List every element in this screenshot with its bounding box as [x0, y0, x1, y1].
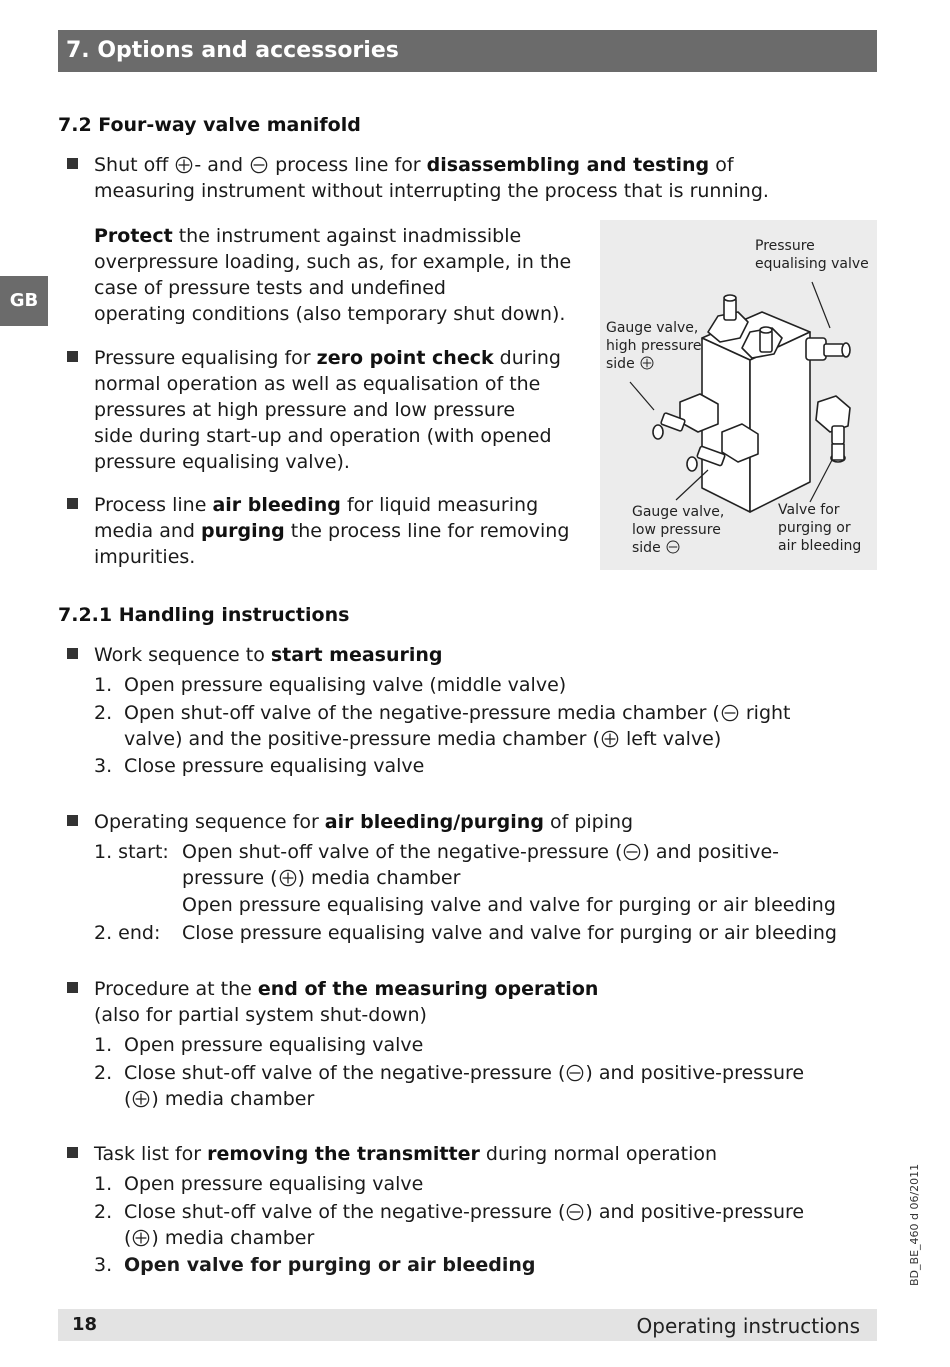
plus-circle-icon	[175, 156, 193, 174]
purging-heading: Operating sequence for air bleeding/purging of piping	[94, 811, 634, 833]
step-text: Close shut-off valve of the negative-pressure ( ) and positive-pressure ( ) media chamber	[124, 1201, 805, 1249]
step-number: 3.	[94, 755, 113, 777]
step-number: 2. end:	[94, 922, 161, 944]
minus-circle-icon	[623, 843, 641, 861]
bullet-icon	[67, 982, 78, 993]
label-gauge-valve-low: Gauge valve, low pressure side	[632, 504, 725, 556]
step-text: Open pressure equalising valve and valve for purging or air bleeding	[182, 894, 836, 916]
step-text: Close pressure equalising valve and valve for purging or air bleeding	[182, 922, 837, 944]
language-tab: GB	[0, 276, 48, 326]
step-text: Open pressure equalising valve	[124, 1173, 424, 1195]
remove-heading: Task list for removing the transmitter during normal operation	[94, 1143, 718, 1165]
bullet-icon	[67, 648, 78, 659]
shutoff-text: Shut off - and process line for disassembling and testing of measuring instrument without interrupting the process that is running.	[94, 154, 769, 202]
step-number: 2.	[94, 1062, 113, 1084]
step-text: Open shut-off valve of the negative-pressure ( ) and positive- pressure ( ) media chamber	[182, 841, 779, 889]
step-text: Open pressure equalising valve (middle valve)	[124, 674, 567, 696]
plus-circle-icon	[132, 1090, 150, 1108]
step-text: Open valve for purging or air bleeding	[124, 1254, 536, 1276]
protect-text: Protect the instrument against inadmissible overpressure loading, such as, for example, in the case of pressure tests and undefined operating conditions (also temporary shut down).	[94, 225, 572, 325]
step-number: 1.	[94, 1034, 113, 1056]
step-number: 1.	[94, 1173, 113, 1195]
label-gauge-valve-high: Gauge valve, high pressure side	[606, 320, 702, 372]
label-purging-valve: Valve for purging or air bleeding	[778, 502, 862, 554]
minus-circle-icon	[566, 1064, 584, 1082]
minus-circle-icon	[666, 540, 680, 554]
plus-circle-icon	[601, 730, 619, 748]
plus-circle-icon	[279, 869, 297, 887]
subsection-title: 7.2.1 Handling instructions	[58, 604, 350, 626]
step-number: 3.	[94, 1254, 113, 1276]
plus-circle-icon	[640, 356, 654, 370]
chapter-header	[58, 30, 877, 72]
minus-circle-icon	[250, 156, 268, 174]
section-title: 7.2 Four-way valve manifold	[58, 114, 361, 136]
bullet-icon	[67, 351, 78, 362]
label-pressure-equalising-valve: Pressure equalising valve	[755, 238, 869, 272]
chapter-title: 7. Options and accessories	[66, 38, 399, 63]
step-text: Open pressure equalising valve	[124, 1034, 424, 1056]
step-number: 1.	[94, 674, 113, 696]
footer-title: Operating instructions	[636, 1314, 860, 1338]
step-text: Open shut-off valve of the negative-pressure media chamber ( right valve) and the positive-pressure media chamber ( left valve)	[124, 702, 791, 750]
step-text: Close shut-off valve of the negative-pressure ( ) and positive-pressure ( ) media chamber	[124, 1062, 805, 1110]
equalise-text: Pressure equalising for zero point check during normal operation as well as equalisation of the pressures at high pressure and low pressure side during start-up and operation (with opened pressure equalising valve).	[94, 347, 561, 473]
bullet-icon	[67, 158, 78, 169]
step-number: 2.	[94, 702, 113, 724]
bullet-icon	[67, 815, 78, 826]
document-reference: BD_BE_460 d 06/2011	[908, 1163, 921, 1286]
valve-manifold-figure	[600, 220, 877, 570]
step-number: 2.	[94, 1201, 113, 1223]
minus-circle-icon	[566, 1203, 584, 1221]
minus-circle-icon	[721, 704, 739, 722]
page-number: 18	[72, 1314, 98, 1335]
plus-circle-icon	[132, 1229, 150, 1247]
bleed-text: Process line air bleeding for liquid measuring media and purging the process line for removing impurities.	[94, 494, 570, 568]
start-heading: Work sequence to start measuring	[94, 644, 443, 666]
step-number: 1. start:	[94, 841, 169, 863]
bullet-icon	[67, 1147, 78, 1158]
end-heading: Procedure at the end of the measuring operation (also for partial system shut-down)	[94, 978, 599, 1026]
bullet-icon	[67, 498, 78, 509]
step-text: Close pressure equalising valve	[124, 755, 425, 777]
